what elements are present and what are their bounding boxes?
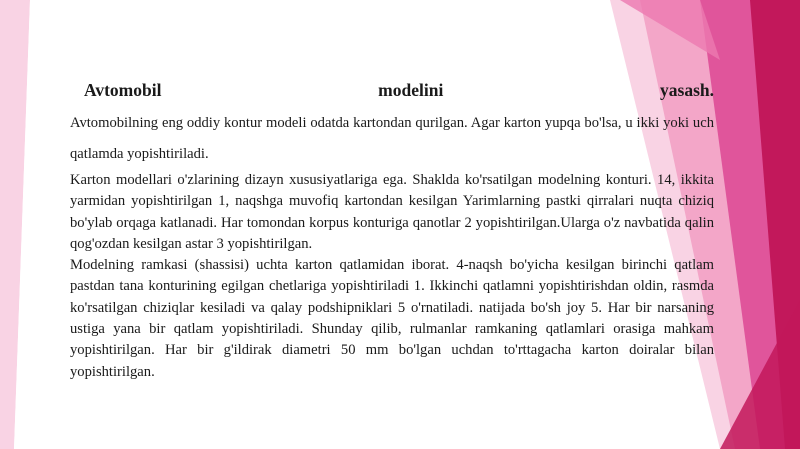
paragraph-2: Karton modellari o'zlarining dizayn xususiyatlariga ega. Shaklda ko'rsatilgan modelning konturi. 14, ikkita yarmidan yopishtirilgan 1, naqshga muvofiq kartondan kesilgan Yarimlarning pastki qirralari nuqta chiziq bo'ylab orqaga katlanadi. Har tomondan korpus konturiga qanotlar 2 yopishtirilgan.Ularga o'z navbatida qalin qog'ozdan kesilgan astar 3 yopishtirilgan. <box>70 172 714 252</box>
slide-title <box>70 78 714 102</box>
title-word-2: modelini <box>378 80 444 100</box>
paragraph-3: Modelning ramkasi (shassisi) uchta karton qatlamidan iborat. 4-naqsh bo'yicha kesilgan birinchi qatlam pastdan tana konturining egilgan chetlariga yopishtiriladi 1. Ikkinchi qatlamni yopishtirishdan oldin, rasmda ko'rsatilgan chiziqlar kesiladi va qalay podshipniklari 5 o'rnatiladi. natijada bo'sh joy 5. Har bir narsaning ustiga yana bir qatlam yopishtiriladi. Shunday qilib, rulmanlar ramkaning qatlamlari orasiga mahkam yopishtirilgan. Har bir g'ildirak diametri 50 mm bo'lgan uchdan to'rttagacha karton doiralar bilan yopishtirilgan. <box>70 257 714 380</box>
title-word-3: yasash. <box>660 80 714 100</box>
content-area <box>70 78 714 383</box>
title-word-1: Avtomobil <box>84 80 162 100</box>
paragraph-1: Avtomobilning eng oddiy kontur modeli odatda kartondan qurilgan. Agar karton yupqa bo'lsa, u ikki yoki uch qatlamda yopishtiriladi. <box>70 115 714 162</box>
